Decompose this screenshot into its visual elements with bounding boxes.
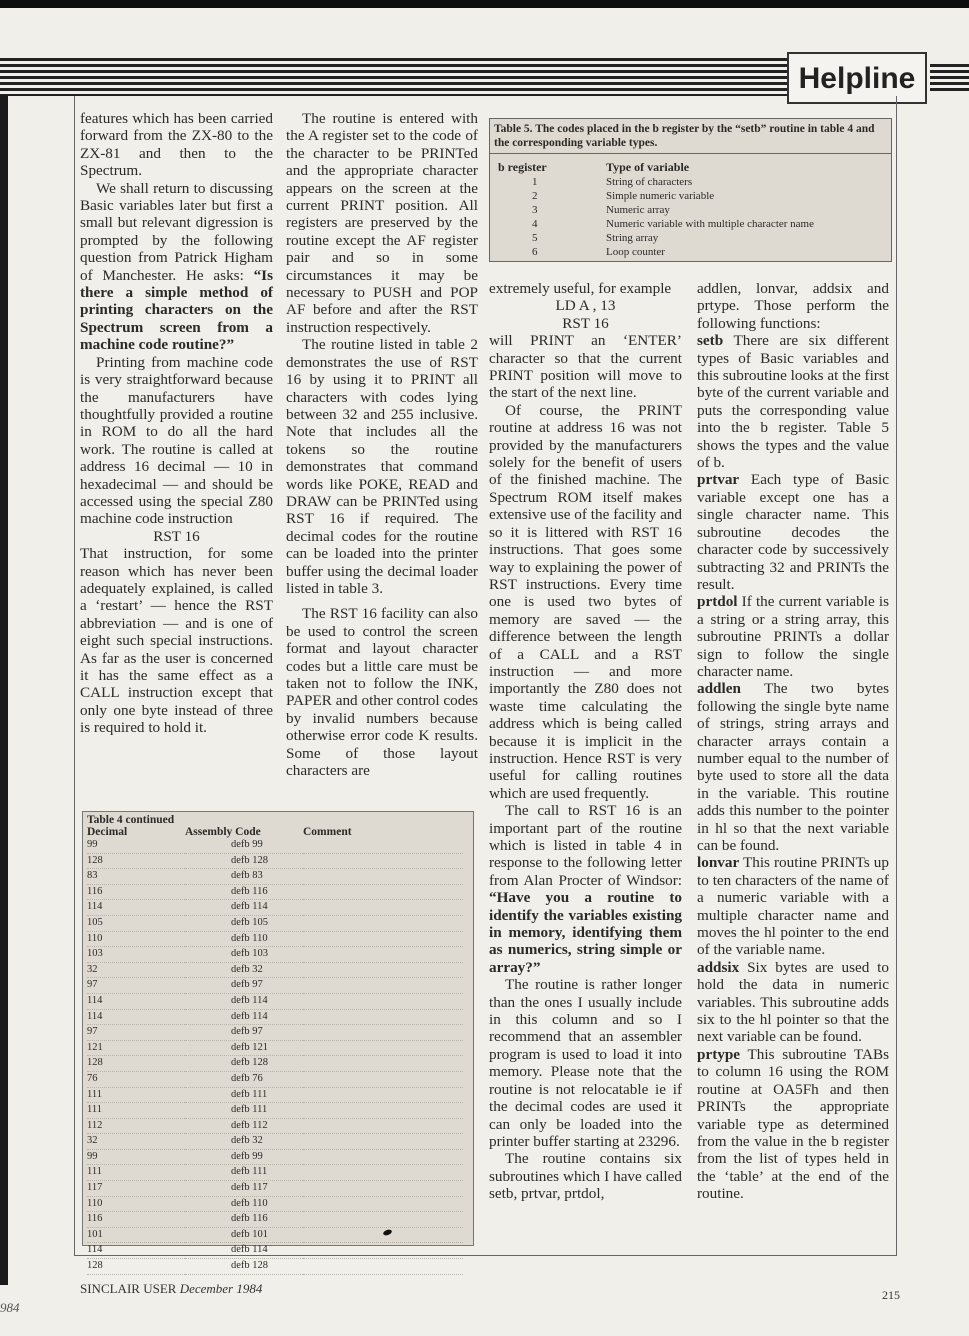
- comment-cell: [303, 1118, 463, 1134]
- subroutine-addlen: addlen The two bytes following the single byte name of strings, string arrays and character arrays contain a number equal to the number of byte used to store all the data in the variable. This routine adds this number to the pointer in hl so that the next variable can be found.: [697, 680, 889, 854]
- decimal-cell: 105: [87, 915, 185, 931]
- comment-cell: [303, 1196, 463, 1212]
- table-row: [87, 900, 463, 916]
- table-row: [87, 1056, 463, 1072]
- comment-cell: [303, 838, 463, 853]
- table-5-grid: [498, 160, 814, 259]
- reader-question: “Have you a routine to identify the variables existing in memory, identifying them as numerics, string simple or array?”: [489, 889, 682, 976]
- column-1: [80, 110, 273, 737]
- assembly-cell: defb 121: [185, 1040, 303, 1056]
- assembly-cell: defb 128: [185, 1056, 303, 1072]
- decimal-cell: 111: [87, 1103, 185, 1119]
- comment-cell: [303, 1040, 463, 1056]
- decimal-cell: 128: [87, 1056, 185, 1072]
- table-row: [87, 993, 463, 1009]
- assembly-cell: defb 128: [185, 853, 303, 869]
- table-row: [87, 884, 463, 900]
- decimal-cell: 128: [87, 1259, 185, 1275]
- decimal-cell: 103: [87, 947, 185, 963]
- comment-cell: [303, 1025, 463, 1041]
- table-row: [87, 1165, 463, 1181]
- table-row: [87, 962, 463, 978]
- assembly-cell: defb 105: [185, 915, 303, 931]
- comment-cell: [303, 962, 463, 978]
- comment-cell: [303, 915, 463, 931]
- table-row: [87, 1103, 463, 1119]
- paragraph: features which has been carried forward from the ZX-80 to the ZX-81 and then to the Spectrum.: [80, 110, 273, 180]
- comment-cell: [303, 947, 463, 963]
- column-2: [286, 110, 478, 779]
- decimal-cell: 76: [87, 1071, 185, 1087]
- decimal-cell: 121: [87, 1040, 185, 1056]
- comment-cell: [303, 869, 463, 885]
- table-row: [87, 1259, 463, 1275]
- decimal-cell: 97: [87, 1025, 185, 1041]
- paragraph: Of course, the PRINT routine at address 16 was not provided by the manufacturers solely for the benefit of users of the finished machine. The Spectrum ROM itself makes extensive use of the facility and so it is littered with RST 16 instructions. That goes some way to explaining the power of RST instructions. Every time one is used two bytes of memory are saved — the difference between the length of a CALL and a RST instruction — and more importantly the Z80 does not waste time calculating the address which is being called because it is implicit in the instruction. Hence RST is very useful for calling routines which are used frequently.: [489, 401, 682, 802]
- table-row: 2 Simple numeric variable: [532, 190, 715, 202]
- assembly-cell: defb 76: [185, 1071, 303, 1087]
- assembly-cell: defb 110: [185, 1196, 303, 1212]
- table-row: [87, 1181, 463, 1197]
- table-row: [87, 1087, 463, 1103]
- paragraph: The routine is entered with the A register set to the code of the character to be PRINTed and the appropriate character appears on the screen at the current PRINT position. All registers are preserved by the routine except the AF register pair and so in some circumstances it may be necessary to PUSH and POP AF before and after the RST instruction respectively.: [286, 110, 478, 336]
- assembly-cell: defb 97: [185, 1025, 303, 1041]
- assembly-cell: defb 116: [185, 884, 303, 900]
- table-5: [489, 118, 892, 262]
- decimal-cell: 114: [87, 1009, 185, 1025]
- comment-cell: [303, 931, 463, 947]
- comment-cell: [303, 884, 463, 900]
- assembly-cell: defb 112: [185, 1118, 303, 1134]
- decimal-cell: 110: [87, 931, 185, 947]
- left-page-fragment: 984: [0, 1300, 20, 1315]
- assembly-cell: defb 128: [185, 1259, 303, 1275]
- decimal-cell: 114: [87, 900, 185, 916]
- table-row: [87, 1025, 463, 1041]
- assembly-cell: defb 101: [185, 1227, 303, 1243]
- footer-masthead: SINCLAIR USER December 1984: [80, 1281, 263, 1296]
- paragraph: We shall return to discussing Basic variables later but first a small but relevant digression is prompted by the following question from Patrick Higham of Manchester. He asks: “Is there a simple method of printing characters on the Spectrum screen from a machine code routine?”: [80, 179, 273, 354]
- paragraph: The routine listed in table 2 demonstrates the use of RST 16 by using it to PRINT all characters with codes lying between 32 and 255 inclusive. Note that includes all the tokens so the routine demonstrates that command words like POKE, READ and DRAW can be PRINTed using RST 16 if required. The decimal codes for the routine can be loaded into the printer buffer using the decimal loader listed in table 3.: [286, 336, 478, 597]
- decimal-cell: 116: [87, 1212, 185, 1228]
- assembly-cell: defb 99: [185, 838, 303, 853]
- page-number: 215: [882, 1288, 900, 1302]
- subroutine-prtype: prtype This subroutine TABs to column 16 using the ROM routine at OA5Fh and then PRINTs the appropriate variable type as determined from the value in the b register from the list of types held in the ‘table’ at the end of the routine.: [697, 1045, 889, 1203]
- table-caption: Table 4 continued: [87, 814, 175, 826]
- assembly-cell: defb 97: [185, 978, 303, 994]
- column-3: [489, 280, 682, 1203]
- decimal-cell: 97: [87, 978, 185, 994]
- comment-cell: [303, 1149, 463, 1165]
- reader-question: “Is there a simple method of printing characters on the Spectrum screen from a machine code routine?”: [80, 266, 273, 354]
- section-title: Helpline: [787, 52, 927, 104]
- comment-cell: [303, 993, 463, 1009]
- column-header: Assembly Code: [185, 826, 261, 838]
- comment-cell: [303, 1009, 463, 1025]
- decimal-cell: 110: [87, 1196, 185, 1212]
- table-row: [87, 1118, 463, 1134]
- comment-cell: [303, 853, 463, 869]
- comment-cell: [303, 900, 463, 916]
- table-row: 6 Loop counter: [532, 246, 665, 258]
- comment-cell: [303, 1165, 463, 1181]
- left-page-edge: [0, 95, 8, 1285]
- table-row: [87, 1196, 463, 1212]
- subroutine-prtdol: prtdol If the current variable is a string or a string array, this subroutine PRINTs a dollar sign to follow the single character name.: [697, 593, 889, 680]
- decimal-cell: 101: [87, 1227, 185, 1243]
- assembly-cell: defb 114: [185, 900, 303, 916]
- paragraph: extremely useful, for example: [489, 280, 672, 297]
- decimal-cell: 99: [87, 838, 185, 853]
- table-row: [87, 1227, 463, 1243]
- column-header: Type of variable: [606, 160, 690, 174]
- subroutine-addsix: addsix Six bytes are used to hold the data in numeric variables. This subroutine adds six to the hl pointer so that the next variable can be found.: [697, 958, 890, 1046]
- decimal-cell: 117: [87, 1181, 185, 1197]
- decimal-cell: 114: [87, 1243, 185, 1259]
- table-row: [87, 1071, 463, 1087]
- code-line: LD A , 13: [555, 297, 616, 315]
- comment-cell: [303, 1227, 463, 1243]
- column-header: Decimal: [87, 826, 128, 838]
- code-line: RST 16: [562, 314, 609, 332]
- paragraph: addlen, lonvar, addsix and prtype. Those perform the following functions:: [697, 280, 889, 332]
- column-header: Comment: [303, 826, 352, 838]
- assembly-cell: defb 114: [185, 993, 303, 1009]
- assembly-cell: defb 83: [185, 869, 303, 885]
- comment-cell: [303, 1134, 463, 1150]
- comment-cell: [303, 978, 463, 994]
- decimal-cell: 99: [87, 1149, 185, 1165]
- comment-cell: [303, 1071, 463, 1087]
- subroutine-setb: setb There are six different types of Basic variables and this subroutine looks at the first byte of the current variable and puts the corresponding value into the b register. Table 5 shows the types and the value of b.: [697, 332, 889, 472]
- paragraph: will PRINT an ‘ENTER’ character so that the current PRINT position will move to the start of the next line.: [489, 332, 682, 402]
- assembly-cell: defb 111: [185, 1087, 303, 1103]
- table-4-grid: [87, 826, 463, 1275]
- table-row: 4 Numeric variable with multiple character name: [532, 218, 814, 230]
- table-row: 3 Numeric array: [532, 204, 670, 216]
- assembly-cell: defb 32: [185, 1134, 303, 1150]
- comment-cell: [303, 1212, 463, 1228]
- table-row: [87, 838, 463, 853]
- decimal-cell: 112: [87, 1118, 185, 1134]
- decimal-cell: 111: [87, 1087, 185, 1103]
- table-row: [87, 915, 463, 931]
- table-row: [87, 1149, 463, 1165]
- assembly-cell: defb 116: [185, 1212, 303, 1228]
- assembly-cell: defb 111: [185, 1103, 303, 1119]
- table-row: [87, 947, 463, 963]
- table-row: [87, 931, 463, 947]
- decimal-cell: 111: [87, 1165, 185, 1181]
- comment-cell: [303, 1181, 463, 1197]
- table-row: [87, 1212, 463, 1228]
- decimal-cell: 32: [87, 962, 185, 978]
- column-4: [697, 280, 889, 1203]
- paragraph: That instruction, for some reason which has never been adequately explained, is called a ‘restart’ — hence the RST abbreviation — and is one of eight such special instructions. As far as the user is concerned it has the same effect as a CALL instruction except that only one byte instead of three is required to hold it.: [80, 545, 273, 737]
- column-header: b register: [498, 160, 547, 174]
- paragraph: The routine contains six subroutines which I have called setb, prtvar, prtdol,: [489, 1150, 682, 1203]
- paragraph: The RST 16 facility can also be used to control the screen format and layout character codes but a little care must be taken not to follow the INK, PAPER and other control codes by invalid numbers because otherwise error code K results. Some of those layout characters are: [286, 605, 478, 780]
- decimal-cell: 128: [87, 853, 185, 869]
- subroutine-prtvar: prtvar Each type of Basic variable except one has a single character name. This subroutine decodes the character code by successively subtracting 32 and PRINTs the result.: [697, 471, 889, 593]
- table-row: [87, 1243, 463, 1259]
- code-line: RST 16: [153, 527, 200, 545]
- table-row: [87, 853, 463, 869]
- assembly-cell: defb 111: [185, 1165, 303, 1181]
- comment-cell: [303, 1056, 463, 1072]
- assembly-cell: defb 114: [185, 1009, 303, 1025]
- assembly-cell: defb 110: [185, 931, 303, 947]
- table-row: [87, 1134, 463, 1150]
- decimal-cell: 116: [87, 884, 185, 900]
- assembly-cell: defb 32: [185, 962, 303, 978]
- decimal-cell: 114: [87, 993, 185, 1009]
- assembly-cell: defb 99: [185, 1149, 303, 1165]
- paragraph: Printing from machine code is very straightforward because the manufacturers have thoughtfully provided a routine in ROM to do all the hard work. The routine is called at address 16 decimal — 10 in hexadecimal — and should be accessed using the special Z80 machine code instruction: [80, 353, 273, 528]
- paragraph: The call to RST 16 is an important part of the routine which is listed in table 4 in response to the following letter from Alan Procter of Windsor: “Have you a routine to identify the variables existing in memory, identifying them as numerics, string simple or array?”: [489, 802, 682, 976]
- header-rule: [0, 58, 790, 96]
- assembly-cell: defb 117: [185, 1181, 303, 1197]
- table-row: [87, 869, 463, 885]
- comment-cell: [303, 1103, 463, 1119]
- table-caption: Table 5. The codes placed in the b register by the “setb” routine in table 4 and the corresponding variable types.: [490, 119, 891, 154]
- assembly-cell: defb 114: [185, 1243, 303, 1259]
- header-rule-right: [930, 64, 969, 94]
- comment-cell: [303, 1243, 463, 1259]
- table-4: [82, 811, 474, 1272]
- table-row: 5 String array: [532, 232, 659, 244]
- decimal-cell: 83: [87, 869, 185, 885]
- comment-cell: [303, 1087, 463, 1103]
- decimal-cell: 32: [87, 1134, 185, 1150]
- table-row: [87, 978, 463, 994]
- table-row: [87, 1009, 463, 1025]
- subroutine-lonvar: lonvar This routine PRINTs up to ten characters of the name of a numeric variable with a multiple character name and moves the hl pointer to the end of the variable name.: [697, 854, 889, 959]
- top-edge: [0, 0, 969, 8]
- table-row: 1 String of characters: [532, 176, 693, 188]
- assembly-cell: defb 103: [185, 947, 303, 963]
- table-row: [87, 1040, 463, 1056]
- comment-cell: [303, 1259, 463, 1275]
- paragraph: The routine is rather longer than the ones I usually include in this column and so I recommend that an assembler program is used to load it into memory. Please note that the routine is not relocatable ie if the decimal codes are used it can only be loaded into the printer buffer starting at 23296.: [489, 976, 682, 1150]
